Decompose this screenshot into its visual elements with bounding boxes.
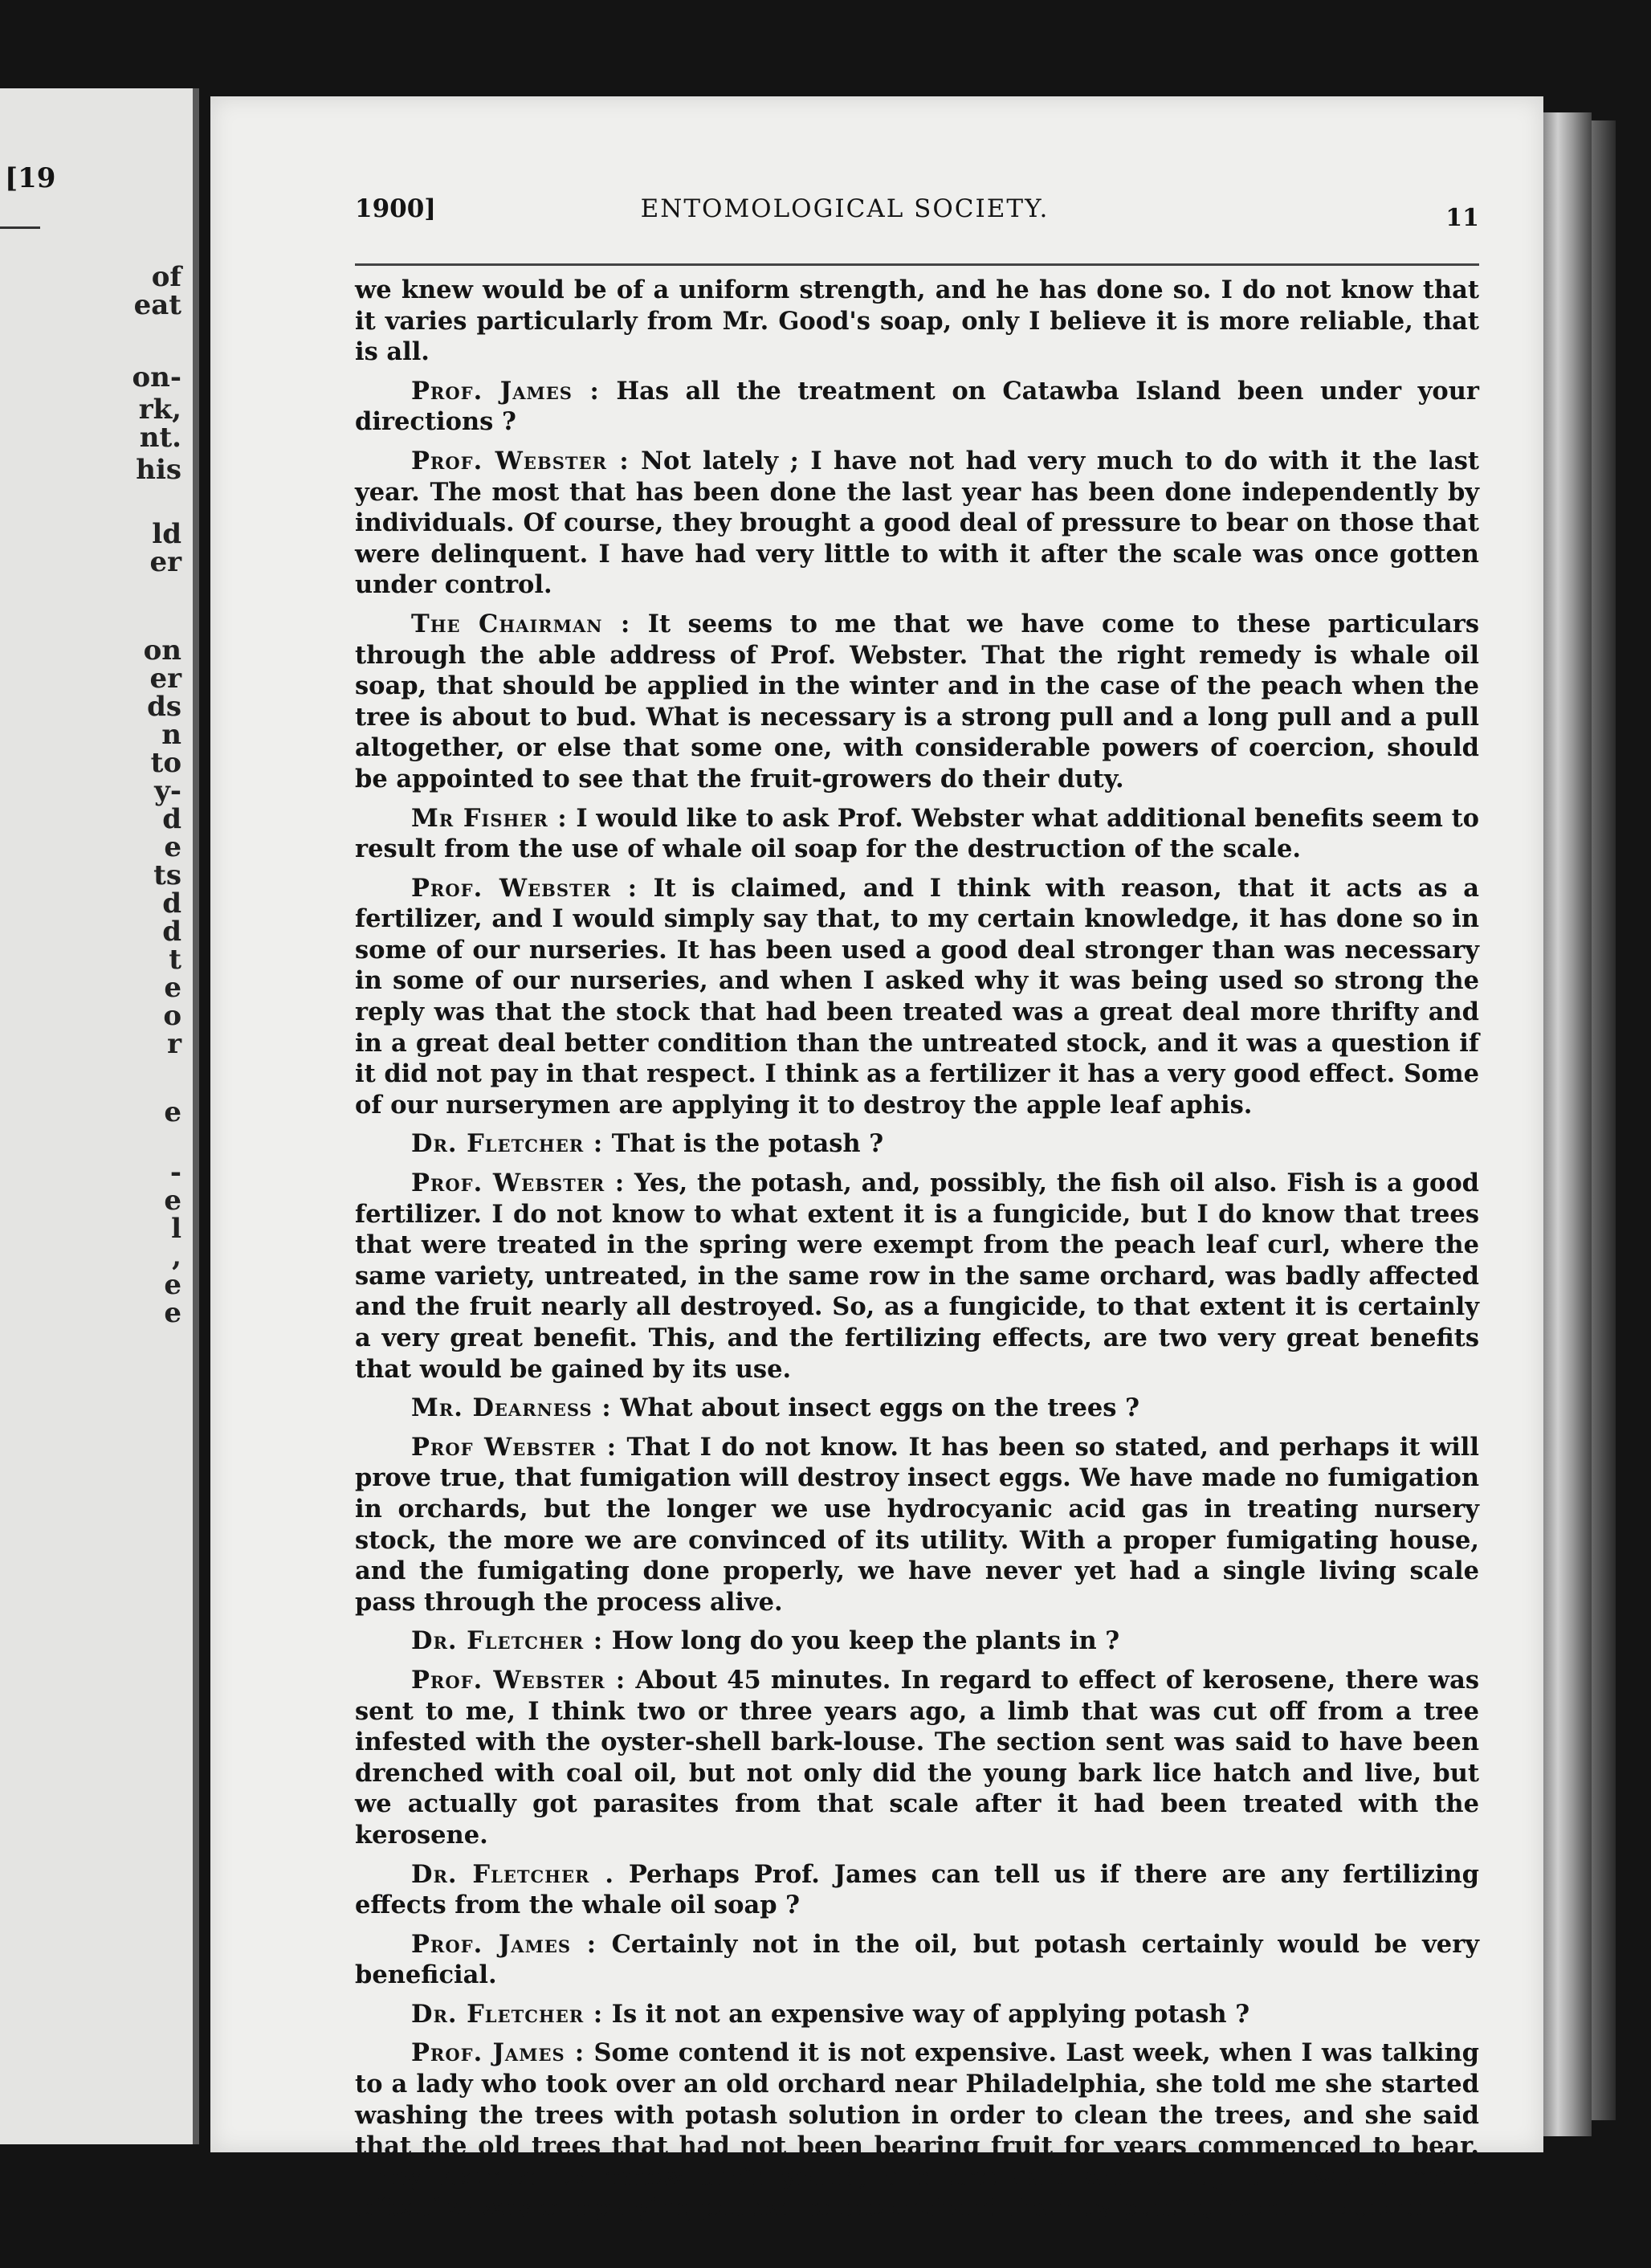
paragraph (355, 1859, 1479, 1921)
speaker-name: Prof Webster : (411, 1432, 618, 1462)
facing-page-running-head: [19 (5, 162, 56, 194)
paragraph (355, 873, 1479, 1121)
speaker-name: Prof. Webster : (411, 873, 638, 903)
speaker-name: Prof. James : (411, 2038, 585, 2068)
facing-page-fragment: of (151, 261, 181, 293)
facing-page-fragment: t (169, 944, 181, 976)
facing-page-fragment: on- (132, 361, 181, 394)
paragraph-text: I would like to ask Prof. Webster what additional benefits seem to result from the use of whale oil soap for the destruction of the scale. (355, 803, 1480, 864)
paragraph (355, 1999, 1479, 2030)
paragraph (355, 1929, 1479, 1991)
speaker-name: Prof. Webster : (411, 1665, 626, 1695)
facing-page-fragment: er (149, 546, 181, 578)
speaker-name: Prof. Webster : (411, 1169, 626, 1198)
facing-page-fragment: n (161, 719, 181, 751)
paragraph-text: That I do not know. It has been so stated, and perhaps it will prove true, that fumigation will destroy insect eggs. We have made no fumigation in orchards, but the longer we use hydrocyanic acid gas in treating nursery stock, the more we are convinced of its utility. With a proper fumigating house, and the fumigating done properly, we have never yet had a single living scale pass through the process alive. (355, 1432, 1479, 1617)
facing-page-fragment: y- (154, 775, 181, 807)
speaker-name: Dr. Fletcher : (411, 1129, 604, 1159)
paragraph-text: we knew would be of a uniform strength, and he has done so. I do not know that it varies particularly from Mr. Good's soap, only I believe it is more reliable, that is all. (355, 275, 1479, 367)
header-year: 1900] (355, 194, 436, 223)
paragraph-text: Perhaps Prof. James can tell us if there are any fertilizing effects from the whale oil soap ? (355, 1859, 1479, 1920)
paragraph (355, 1168, 1479, 1385)
facing-page-fragment: d (162, 887, 181, 920)
paragraph-text: Yes, the potash, and, possibly, the fish oil also. Fish is a good fertilizer. I do not know to what extent it is a fungicide, but I do know that trees that were treated in the spring were exempt from the peach leaf curl, where the same variety, untreated, in the same row in the same orchard, was badly affected and the fruit nearly all destroyed. So, as a fungicide, to that extent it is certainly a very great benefit. This, and the fertilizing effects, are two very great benefits that would be gained by its use. (355, 1169, 1479, 1384)
paragraph (355, 803, 1479, 865)
paragraph-text: It seems to me that we have come to these particulars through the able address of Prof. Webster. That the right remedy is whale oil soap, that should be applied in the winter and in the case of the peach when the tree is about to bud. What is necessary is a strong pull and a long pull and a pull altogether, or else that some one, with considerable powers of coercion, should be appointed to see that the fruit-growers do their duty. (355, 609, 1479, 793)
paragraph-text: It is claimed, and I think with reason, that it acts as a fertilizer, and I would simply say that, to my certain knowledge, it has done so in some of our nurseries. It has been used a good deal stronger than was necessary in some of our nurseries, and when I asked why it was being used so strong the reply was that the stock that had been treated was a great deal more thrifty and in a great deal better condition than the untreated stock, and it was a question if it did not pay in that respect. I think as a fertilizer it has a very good effect. Some of our nurserymen are applying it to destroy the apple leaf aphis. (355, 873, 1479, 1120)
facing-page-fragment: eat (133, 289, 181, 321)
paragraph (355, 1665, 1479, 1851)
facing-page-rule (0, 226, 40, 229)
paragraph (355, 446, 1479, 601)
speaker-name: Mr. Dearness : (411, 1393, 612, 1423)
paragraph (355, 1432, 1479, 1618)
paragraph (355, 1128, 1479, 1160)
facing-page (0, 88, 199, 2144)
book-cover-edge (1592, 120, 1616, 2120)
facing-page-fragment: his (136, 454, 181, 486)
speaker-name: Dr. Fletcher : (411, 1999, 604, 2029)
speaker-name: Prof. James : (411, 1929, 597, 1959)
speaker-name: The Chairman : (411, 609, 631, 638)
facing-page-fragment: l (171, 1213, 181, 1245)
facing-page-fragment: er (149, 663, 181, 695)
facing-page-fragment: e (164, 1297, 181, 1329)
facing-page-fragment: e (164, 972, 181, 1004)
speaker-name: Mr Fisher : (411, 803, 568, 833)
facing-page-fragment: e (164, 1269, 181, 1301)
paragraph (355, 275, 1479, 368)
paragraph (355, 2038, 1479, 2224)
paragraph (355, 376, 1479, 438)
header-title: ENTOMOLOGICAL SOCIETY. (640, 194, 1050, 223)
speaker-name: Prof. James : (411, 376, 600, 406)
facing-page-fragment: ld (152, 518, 181, 550)
facing-page-fragment: on (143, 634, 181, 667)
facing-page-fragment: nt. (139, 422, 181, 454)
facing-page-fragment: - (169, 1156, 181, 1189)
paragraph (355, 609, 1479, 795)
paragraph-text: Some contend it is not expensive. Last week, when I was talking to a lady who took over an old orchard near Philadelphia, she told me she started washing the trees with potash solution in order to clean the trees, and she said that the old trees that had not been bearing fruit for years commenced to bear. They seemed to renew their youth, and she said she thought it was a more effective way of applying potash to the orchard than by putting it on the ground. (355, 2038, 1479, 2223)
speaker-name: Prof. Webster : (411, 446, 630, 475)
facing-page-fragment: , (172, 1241, 181, 1273)
facing-page-fragment: e (164, 1185, 181, 1217)
speaker-name: Dr. Fletcher : (411, 1626, 604, 1656)
page-body (355, 275, 1479, 2232)
facing-page-fragment: e (164, 1096, 181, 1128)
facing-page-fragment: o (163, 1000, 181, 1032)
facing-page-fragment: e (164, 831, 181, 863)
facing-page-fragment: ts (153, 859, 181, 891)
paragraph-text: That is the potash ? (611, 1129, 884, 1159)
paragraph-text: What about insect eggs on the trees ? (620, 1393, 1139, 1423)
paragraph (355, 1626, 1479, 1657)
paragraph-text: How long do you keep the plants in ? (611, 1626, 1120, 1656)
paragraph-text: Has all the treatment on Catawba Island been under your directions ? (355, 376, 1479, 437)
running-header (355, 186, 1479, 235)
paragraph-text: Is it not an expensive way of applying potash ? (611, 1999, 1250, 2029)
paragraph-text: Certainly not in the oil, but potash certainly would be very beneficial. (355, 1929, 1479, 1990)
facing-page-fragment: r (167, 1028, 181, 1060)
facing-page-fragment: ds (147, 691, 181, 723)
page-edges (1543, 112, 1592, 2136)
facing-page-fragment: to (150, 747, 181, 779)
facing-page-fragment: rk, (138, 394, 181, 426)
facing-page-fragment: d (162, 916, 181, 948)
paragraph (355, 1393, 1479, 1424)
header-rule (355, 263, 1479, 266)
speaker-name: Dr. Fletcher . (411, 1859, 614, 1889)
page-number: 11 (1445, 204, 1479, 232)
book-page (210, 96, 1543, 2223)
paragraph-text: Not lately ; I have not had very much to do with it the last year. The most that has been done the last year has been done independently by individuals. Of course, they brought a good deal of pressure to bear on those that were delinquent. I have had very little to with it after the scale was once gotten under control. (355, 446, 1480, 600)
facing-page-fragment: d (162, 803, 181, 835)
paragraph-text: About 45 minutes. In regard to effect of kerosene, there was sent to me, I think two or three years ago, a limb that was cut off from a tree infested with the oyster-shell bark-louse. The section sent was said to have been drenched with coal oil, but not only did the young bark lice hatch and live, but we actually got parasites from that scale after it had been treated with the kerosene. (355, 1665, 1480, 1850)
